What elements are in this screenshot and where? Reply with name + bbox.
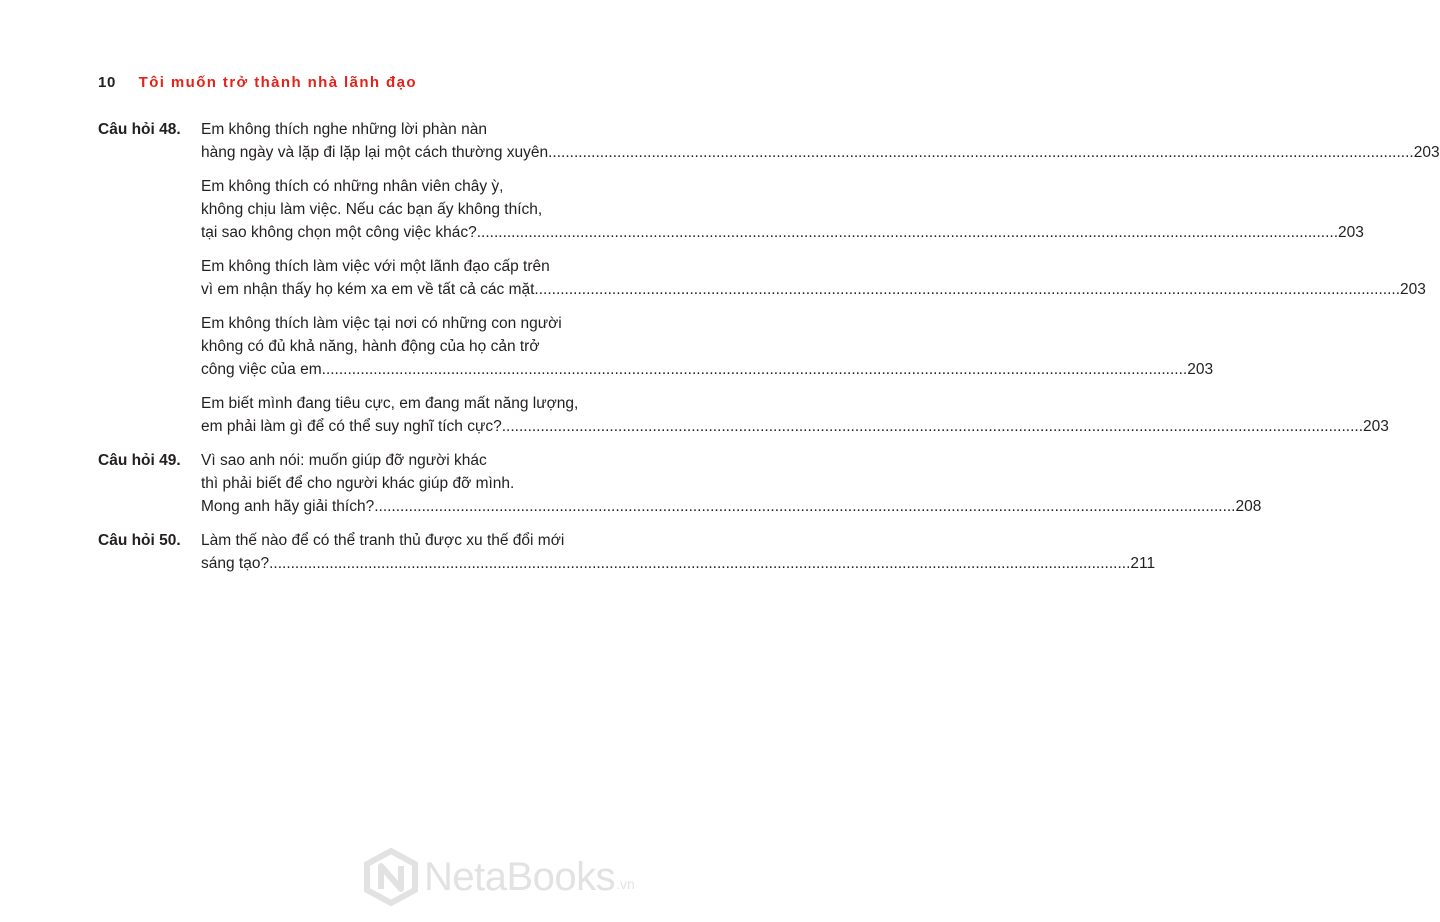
dot-leader: ........................................................................................................................................................................................................ xyxy=(269,555,1131,572)
entry-text-line: Em biết mình đang tiêu cực, em đang mất năng lượng, xyxy=(201,395,579,412)
toc-entry[interactable] xyxy=(201,529,1156,575)
entry-text-line: Em không thích nghe những lời phàn nàn xyxy=(201,121,487,138)
entry-last-line xyxy=(201,495,1262,518)
toc-entry[interactable] xyxy=(201,255,1426,301)
entry-text-line: em phải làm gì để có thể suy nghĩ tích cực? xyxy=(201,418,502,435)
table-of-contents xyxy=(98,118,1440,586)
entry-line xyxy=(201,312,610,335)
entry-line xyxy=(201,118,610,141)
entry-text-line: thì phải biết để cho người khác giúp đỡ mình. xyxy=(201,475,515,492)
toc-entry[interactable] xyxy=(201,175,1364,244)
page-ref: 203 xyxy=(1363,418,1389,435)
entry-last-line xyxy=(201,141,1440,164)
entry-text-line: Làm thế nào để có thể tranh thủ được xu thế đổi mới xyxy=(201,532,565,549)
page-ref: 211 xyxy=(1130,555,1156,572)
entry-line xyxy=(201,529,610,552)
entry-text-line: Em không thích có những nhân viên chây ỳ, xyxy=(201,178,504,195)
entry-line xyxy=(201,392,610,415)
dot-leader: ........................................................................................................................................................................................................ xyxy=(501,418,1364,435)
dot-leader: ........................................................................................................................................................................................................ xyxy=(374,498,1236,515)
dot-leader: ........................................................................................................................................................................................................ xyxy=(552,144,1414,161)
entry-text-line: công việc của em. xyxy=(201,361,326,378)
toc-question xyxy=(98,118,1440,438)
entry-line xyxy=(201,335,610,358)
entry-text-line: không chịu làm việc. Nếu các bạn ấy không thích, xyxy=(201,201,543,218)
watermark-tld: .vn xyxy=(616,876,635,892)
entry-text-line: Vì sao anh nói: muốn giúp đỡ người khác xyxy=(201,452,487,469)
entry-text-line: tại sao không chọn một công việc khác? xyxy=(201,224,477,241)
entry-text-line: vì em nhận thấy họ kém xa em về tất cả các mặt. xyxy=(201,281,539,298)
entry-line xyxy=(201,472,610,495)
entry-text-line: sáng tạo? xyxy=(201,555,270,572)
entry-text-line: Em không thích làm việc tại nơi có những con người xyxy=(201,315,562,332)
question-label: Câu hỏi 49. xyxy=(98,452,181,469)
toc-entry[interactable] xyxy=(201,118,1440,164)
page-number: 10 xyxy=(98,74,116,91)
page-ref: 208 xyxy=(1235,498,1262,515)
question-label: Câu hỏi 50. xyxy=(98,532,181,549)
page-ref: 203 xyxy=(1413,144,1440,161)
entry-text-line: hàng ngày và lặp đi lặp lại một cách thường xuyên. xyxy=(201,144,553,161)
dot-leader: ........................................................................................................................................................................................................ xyxy=(325,361,1188,378)
entry-line xyxy=(201,449,610,472)
entry-last-line xyxy=(201,415,1389,438)
entry-line xyxy=(201,255,610,278)
watermark xyxy=(364,848,635,906)
entry-last-line xyxy=(201,278,1426,301)
page-ref: 203 xyxy=(1187,361,1214,378)
entry-last-line xyxy=(201,552,1156,575)
page-ref: 203 xyxy=(1338,224,1364,241)
entry-text-line: không có đủ khả năng, hành động của họ cản trở xyxy=(201,338,540,355)
n-hexagon-logo-icon xyxy=(364,848,418,906)
dot-leader: ........................................................................................................................................................................................................ xyxy=(476,224,1339,241)
toc-entry[interactable] xyxy=(201,312,1214,381)
page-ref: 203 xyxy=(1400,281,1426,298)
toc-entry[interactable] xyxy=(201,392,1389,438)
entry-line xyxy=(201,175,610,198)
dot-leader: ........................................................................................................................................................................................................ xyxy=(538,281,1400,298)
entry-last-line xyxy=(201,358,1214,381)
watermark-brand: NetaBooks xyxy=(424,854,616,899)
toc-entry[interactable] xyxy=(201,449,1262,518)
question-label: Câu hỏi 48. xyxy=(98,121,181,138)
entry-last-line xyxy=(201,221,1364,244)
entry-text-line: Mong anh hãy giải thích? xyxy=(201,498,375,515)
toc-question xyxy=(98,529,1156,575)
entry-line xyxy=(201,198,610,221)
running-header xyxy=(98,74,417,91)
running-title: Tôi muốn trở thành nhà lãnh đạo xyxy=(138,74,417,91)
toc-question xyxy=(98,449,1262,518)
entry-text-line: Em không thích làm việc với một lãnh đạo cấp trên xyxy=(201,258,550,275)
